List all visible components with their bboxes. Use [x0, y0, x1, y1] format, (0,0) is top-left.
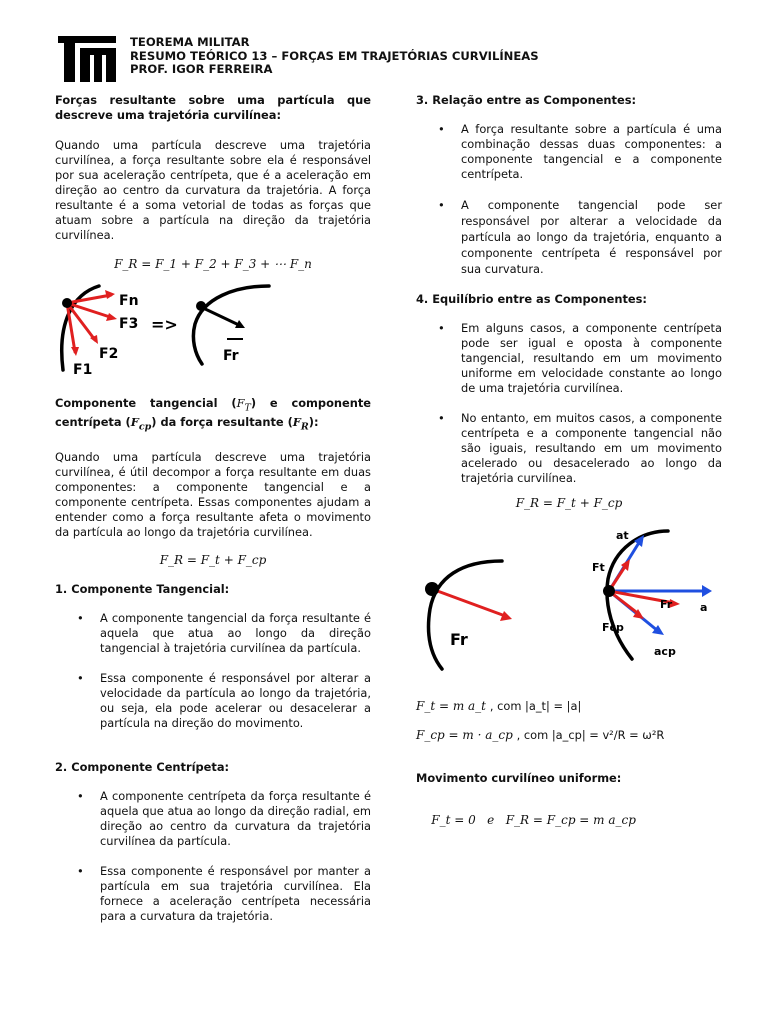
header-line-1: TEOREMA MILITAR — [130, 35, 250, 49]
implies-symbol: => — [151, 315, 178, 334]
list-item: • No entanto, em muitos casos, a componente centrípeta e a componente tangencial não são iguais, resultando em um movimento acelerado ou desacelerado ao longo da trajetória curvilínea. — [461, 411, 722, 486]
equation-resultant-sum — [55, 257, 371, 272]
left-column — [55, 93, 371, 924]
label-f1: F1 — [73, 362, 93, 378]
label-ft: Ft — [592, 561, 605, 574]
section-title-equilibrium: 4. Equilíbrio entre as Componentes: — [416, 292, 647, 306]
label-f2: F2 — [99, 346, 119, 362]
header-text — [130, 36, 539, 77]
label-fcp: Fcp — [602, 621, 624, 634]
equation-text: F_cp = m · a_cp — [416, 728, 513, 742]
resultant-arrow — [432, 589, 508, 617]
equation-uniform-motion — [416, 798, 722, 843]
particle — [196, 301, 206, 311]
equation-condition: , com |a_t| = |a| — [489, 699, 582, 713]
list-item: • Essa componente é responsável por manter a partícula em sua trajetória curvilínea. Ela fornece a aceleração centrípeta necessária para a curvatura da trajetória. — [100, 864, 371, 924]
particle — [603, 585, 615, 597]
page-header — [58, 36, 718, 82]
title-part: ) e componente centrípeta ( — [55, 396, 372, 430]
label-fr: Fr — [660, 598, 673, 611]
header-line-2: RESUMO TEÓRICO 13 – FORÇAS EM TRAJETÓRIAS CURVILÍNEAS — [130, 48, 539, 63]
label-fn: Fn — [119, 293, 139, 309]
tangential-list — [55, 611, 371, 731]
components-figure — [412, 519, 722, 679]
section-title-relation: 3. Relação entre as Componentes: — [416, 93, 637, 107]
list-item: • Essa componente é responsável por alterar a velocidade da partícula ao longo da trajetória, ou seja, ela pode acelerar ou desacelerar a partícula na direção do movimento. — [100, 671, 371, 731]
header-line-3: PROF. IGOR FERREIRA — [130, 62, 273, 76]
list-item: • Em alguns casos, a componente centrípeta pode ser igual e oposta à componente tangencial, resultando em um movimento uniforme em velocidade constante ao longo de uma trajetória curvilínea. — [461, 321, 722, 396]
equation-text: F_t = 0 e F_R = F_cp = m a_cp — [431, 813, 636, 827]
force-arrow-fn — [67, 295, 111, 303]
equation-text: F_t = m a_t — [416, 699, 487, 713]
list-item: • A componente centrípeta da força resultante é aquela que atua ao longo da direção radial, em direção ao centro da curvatura da trajetória curvilínea da partícula. — [100, 789, 371, 849]
list-item: • A componente tangencial da força resultante é aquela que atua ao longo da direção tangencial à trajetória curvilínea da partícula. — [100, 611, 371, 656]
section-title-components: Componente tangencial $(F_T)$ e componente centrípeta $(F_{cp})$ da força resultante $(F_R)$: — [55, 396, 372, 433]
equation-components — [55, 553, 371, 568]
title-part: Componente tangencial ( — [55, 396, 237, 410]
equation-text: F_R = F_t + F_cp — [515, 496, 623, 510]
forces-sum-figure — [55, 284, 371, 382]
trajectory-arc — [429, 561, 503, 669]
section-title-tangential: 1. Componente Tangencial: — [55, 581, 230, 596]
equilibrium-list — [416, 321, 722, 486]
equation-text: F_R = F_t + F_cp — [159, 552, 267, 567]
label-fr: Fr — [223, 348, 239, 364]
section-title-centripetal: 2. Componente Centrípeta: — [55, 759, 230, 774]
section-title-resultant: Forças resultante sobre uma partícula que descreve uma trajetória curvilínea: — [55, 93, 371, 122]
label-at: at — [616, 529, 629, 542]
title-part: ): — [308, 415, 319, 430]
list-item: • A força resultante sobre a partícula é uma combinação dessas duas componentes: a componente tangencial e a componente centrípeta. — [461, 122, 722, 182]
equation-centripetal-force — [416, 728, 722, 743]
label-f3: F3 — [119, 316, 139, 332]
label-acp: acp — [654, 645, 676, 658]
label-a: a — [700, 601, 708, 614]
title-part: ) da força resultante ( — [151, 415, 293, 430]
equation-tangential-force — [416, 699, 722, 714]
particle — [425, 582, 439, 596]
relation-list — [416, 122, 722, 277]
centripetal-list — [55, 789, 371, 924]
list-item: • A componente tangencial pode ser responsável por alterar a velocidade da partícula ao longo da trajetória, enquanto a componente centrípeta é responsável por sua curvatura. — [461, 197, 722, 277]
paragraph-resultant: Quando uma partícula descreve uma trajetória curvilínea, a força resultante sobre ela é responsável por sua aceleração centrípeta, que é a aceleração em direção ao centro da curvatura da trajetória. A força resultante é a soma vetorial de todas as forças que atuam sobre a partícula na direção da trajetória curvilínea. — [55, 138, 371, 242]
equation-condition: , com |a_cp| = v²/R = ω²R — [516, 728, 665, 742]
section-title-uniform-motion: Movimento curvilíneo uniforme: — [416, 771, 622, 785]
right-column — [416, 93, 722, 843]
equation-text: F_R = F_1 + F_2 + F_3 + ⋯ F_n — [114, 257, 312, 271]
equation-components-2 — [416, 496, 722, 511]
paragraph-components: Quando uma partícula descreve uma trajetória curvilínea, é útil decompor a força resultante em duas componentes: a componente tangencial e a componente centrípeta. Essas componentes ajudam a entender como a força resultante afeta o movimento da partícula ao longo da trajetória curvilínea. — [55, 449, 371, 539]
teorema-militar-logo — [58, 36, 116, 82]
label-fr: Fr — [450, 630, 468, 649]
particle — [62, 298, 72, 308]
